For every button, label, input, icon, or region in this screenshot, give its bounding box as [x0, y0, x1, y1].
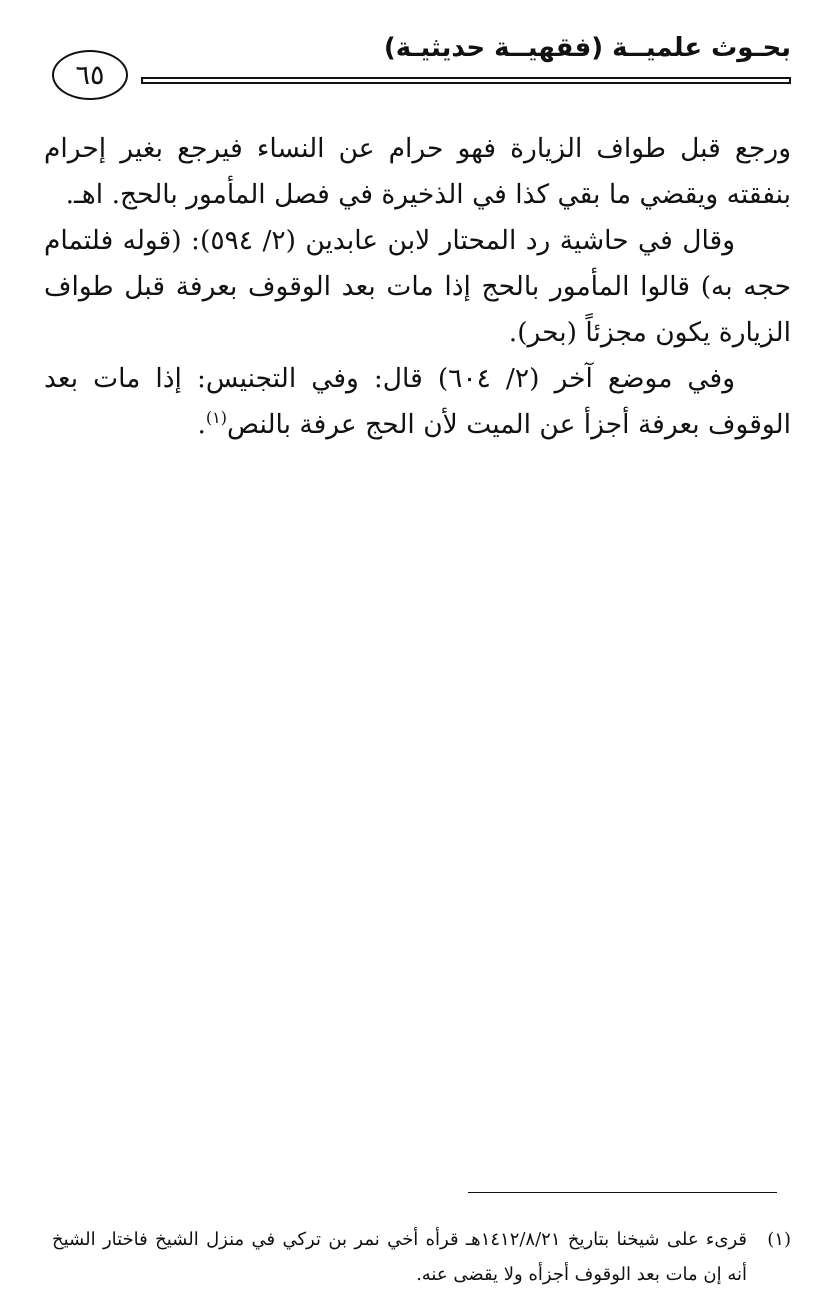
page-number: [52, 50, 128, 100]
body-paragraph: وقال في حاشية رد المحتار لابن عابدين (٢/ ٥٩٤): (قوله فلتمام حجه به) قالوا المأمور بالحج إذا مات بعد الوقوف بعرفة قبل طواف الزيارة يكون مجزئاً (بحر).: [44, 225, 791, 348]
header-rule: [141, 77, 791, 84]
footnote-item: [52, 1222, 791, 1292]
body-paragraph-text: وفي موضع آخر (٢/ ٦٠٤) قال: وفي التجنيس: إذا مات بعد الوقوف بعرفة أجزأ عن الميت لأن الحج عرفة بالنص: [44, 363, 791, 440]
body-paragraph: ورجع قبل طواف الزيارة فهو حرام عن النساء فيرجع بغير إحرام بنفقته ويقضي ما بقي كذا في الذخيرة في فصل المأمور بالحج. اهـ.: [44, 133, 791, 210]
footnote-reference[interactable]: (١): [205, 408, 227, 428]
body-text: [44, 126, 791, 448]
running-title: بحـوث علميــة (فقهيــة حديثيـة): [383, 33, 791, 63]
footnote-text: قرىء على شيخنا بتاريخ ١٤١٢/٨/٢١هـ قرأه أخي نمر بن تركي في منزل الشيخ فاختار الشيخ أنه إن مات بعد الوقوف أجزأه ولا يقضى عنه.: [52, 1229, 748, 1285]
page-number-text: ٦٥: [75, 59, 105, 91]
page-header: [0, 0, 829, 110]
paragraph-end-period: .: [197, 409, 206, 440]
footnote-separator: [468, 1192, 777, 1193]
footnotes: [52, 1222, 791, 1292]
footnote-marker: (١): [767, 1229, 791, 1250]
body-paragraph: [44, 356, 791, 448]
